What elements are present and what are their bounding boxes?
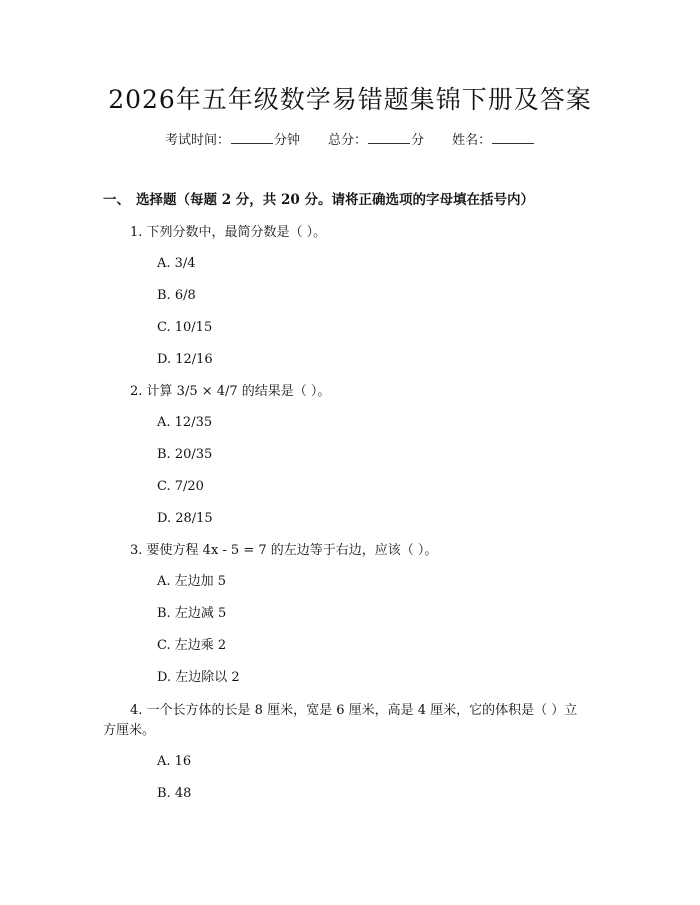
question-4-option-a: A. 16: [157, 754, 192, 769]
question-2-option-b: B. 20/35: [157, 447, 213, 462]
question-4-line-2: 方厘米。: [103, 723, 156, 738]
question-3-option-d: D. 左边除以 2: [157, 670, 240, 685]
page-title: 2026年五年级数学易错题集锦下册及答案: [108, 85, 592, 114]
section-number: 一、: [103, 192, 130, 208]
question-1: 1. 下列分数中，最简分数是（ ）。: [130, 225, 327, 240]
section-title: 选择题（每题 2 分，共 20 分。请将正确选项的字母填在括号内）: [136, 192, 534, 208]
time-unit: 分钟: [274, 133, 301, 148]
question-3-option-a: A. 左边加 5: [157, 574, 227, 589]
question-1-option-c: C. 10/15: [157, 320, 213, 335]
exam-meta: [165, 130, 585, 151]
question-3-option-c: C. 左边乘 2: [157, 638, 227, 653]
question-1-option-a: A. 3/4: [157, 256, 196, 271]
question-3: 3. 要使方程 4x - 5 = 7 的左边等于右边，应该（ ）。: [130, 543, 438, 558]
name-blank: [492, 130, 534, 144]
time-blank: [231, 130, 273, 144]
score-unit: 分: [411, 133, 425, 148]
name-label: 姓名：: [452, 133, 492, 148]
question-4-option-b: B. 48: [157, 786, 192, 801]
question-1-option-d: D. 12/16: [157, 352, 213, 367]
section-heading: [103, 190, 534, 210]
question-3-option-b: B. 左边减 5: [157, 606, 227, 621]
question-4-line-1: 4. 一个长方体的长是 8 厘米，宽是 6 厘米，高是 4 厘米，它的体积是（ ）立: [130, 703, 578, 718]
question-1-option-b: B. 6/8: [157, 288, 196, 303]
score-blank: [368, 130, 410, 144]
question-2-option-a: A. 12/35: [157, 415, 213, 430]
time-label: 考试时间：: [165, 133, 231, 148]
question-2: 2. 计算 3/5 × 4/7 的结果是（ ）。: [130, 384, 331, 399]
score-label: 总分：: [328, 133, 368, 148]
question-2-option-d: D. 28/15: [157, 511, 213, 526]
question-2-option-c: C. 7/20: [157, 479, 204, 494]
